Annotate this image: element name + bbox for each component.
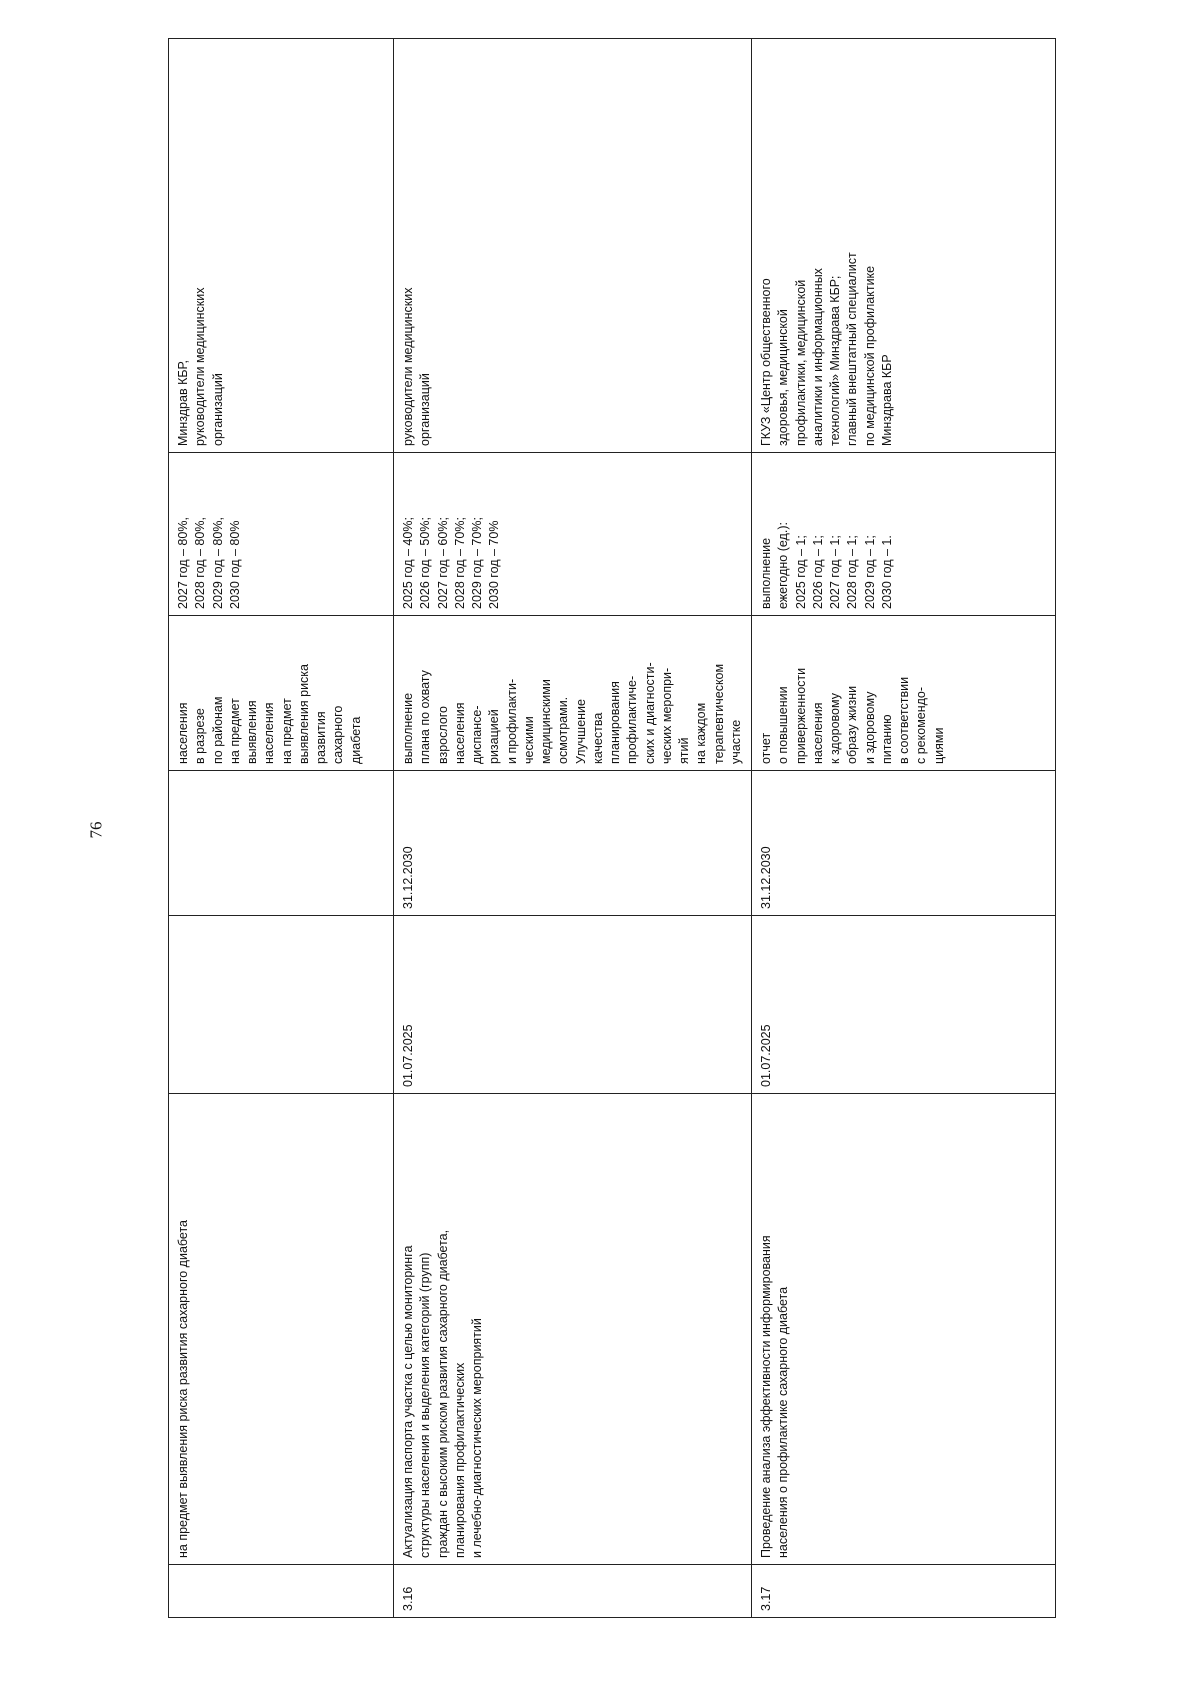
start-date-cell	[394, 916, 752, 1094]
responsible-parties-cell	[394, 39, 752, 453]
expected-result-line: отчет	[759, 732, 774, 764]
target-values-line: 2028 год – 80%,	[193, 517, 208, 609]
row-number-cell	[169, 1565, 394, 1618]
responsible-parties-line: организаций	[210, 373, 225, 446]
expected-result-line: терапевтическом	[711, 663, 726, 764]
measure-name-line: на предмет выявления риска развития сахарного диабета	[176, 1220, 190, 1558]
expected-result-line: выявления риска	[296, 664, 311, 764]
expected-result-cell	[752, 616, 1056, 771]
expected-result-line: ятий	[677, 737, 692, 764]
responsible-parties-line: главный внештатный специалист	[845, 252, 860, 446]
target-values-line: 2029 год – 1;	[862, 535, 877, 609]
expected-result-line: в разрезе	[193, 708, 208, 764]
expected-result-line: населения	[262, 702, 277, 764]
expected-result-line: взрослого	[435, 705, 450, 764]
expected-result-line: на предмет	[279, 698, 294, 764]
expected-result-cell	[394, 616, 752, 771]
expected-result-line: и профилакти-	[504, 678, 519, 764]
expected-result-line: осмотрами.	[556, 696, 571, 764]
target-values-line: 2030 год – 1.	[879, 535, 894, 609]
measure-name-line: граждан с высоким риском развития сахарного диабета,	[435, 1229, 450, 1558]
expected-result-line: плана по охвату	[418, 670, 433, 764]
expected-result-line: выявления	[245, 700, 259, 764]
expected-result-line: на предмет	[227, 698, 242, 764]
end-date-text: 31.12.2030	[759, 846, 774, 909]
expected-result-cell	[169, 616, 394, 771]
target-values-line: 2027 год – 80%,	[176, 517, 190, 609]
target-values-line: 2025 год – 1;	[793, 535, 808, 609]
responsible-parties-line: здоровья, медицинской	[776, 309, 791, 446]
expected-result-line: населения	[452, 702, 467, 764]
expected-result-line: ских и диагности-	[642, 662, 657, 764]
expected-result-line: на каждом	[694, 702, 709, 764]
measure-name-line: Проведение анализа эффективности информирования	[759, 1235, 774, 1558]
end-date-cell	[169, 771, 394, 916]
responsible-parties-line: руководители медицинских	[401, 287, 416, 446]
start-date-text: 01.07.2025	[401, 1024, 416, 1087]
table-row	[394, 39, 752, 1618]
responsible-parties-cell	[752, 39, 1056, 453]
target-values-line: 2030 год – 80%	[227, 520, 242, 609]
target-values-cell	[752, 453, 1056, 616]
target-values-line: 2027 год – 1;	[828, 535, 843, 609]
expected-result-line: приверженности	[793, 667, 808, 764]
target-values-line: 2029 год – 80%,	[210, 517, 225, 609]
table-row	[752, 39, 1056, 1618]
start-date-cell	[752, 916, 1056, 1094]
expected-result-line: населения	[176, 702, 190, 764]
expected-result-line: сахарного	[331, 705, 346, 764]
expected-result-line: Улучшение	[573, 699, 588, 764]
expected-result-line: выполнение	[401, 692, 416, 764]
expected-result-line: участке	[728, 719, 743, 764]
end-date-text: 31.12.2030	[401, 846, 416, 909]
target-values-line: 2025 год – 40%;	[401, 517, 416, 609]
responsible-parties-line: аналитики и информационных	[810, 268, 825, 446]
measure-name-line: Актуализация паспорта участка с целью мониторинга	[401, 1245, 416, 1558]
table-row	[169, 39, 394, 1618]
expected-result-line: диспансе-	[470, 705, 485, 764]
target-values-line: 2029 год – 70%;	[470, 517, 485, 609]
rotated-table	[168, 130, 1056, 1618]
row-number-text: 3.16	[401, 1586, 416, 1611]
page-number: 76	[86, 821, 106, 839]
expected-result-line: циями	[931, 727, 946, 764]
expected-result-line: образу жизни	[845, 685, 860, 764]
measure-name-line: населения о профилактике сахарного диабета	[776, 1286, 791, 1558]
measure-name-cell	[394, 1094, 752, 1565]
responsible-parties-line: профилактики, медицинской	[793, 279, 808, 446]
responsible-parties-line: по медицинской профилактике	[862, 265, 877, 446]
target-values-line: 2028 год – 1;	[845, 535, 860, 609]
target-values-cell	[169, 453, 394, 616]
expected-result-line: профилактиче-	[625, 675, 640, 764]
expected-result-line: ческими	[521, 716, 536, 764]
start-date-text: 01.07.2025	[759, 1024, 774, 1087]
expected-result-line: ческих меропри-	[659, 667, 674, 764]
expected-result-line: и здоровому	[862, 691, 877, 764]
row-number-text: 3.17	[759, 1586, 774, 1611]
responsible-parties-line: ГКУЗ «Центр общественного	[759, 278, 774, 446]
measure-name-cell	[752, 1094, 1056, 1565]
expected-result-line: питанию	[879, 714, 894, 764]
end-date-cell	[752, 771, 1056, 916]
target-values-line: 2028 год – 70%;	[452, 517, 467, 609]
target-values-line: 2026 год – 1;	[810, 535, 825, 609]
expected-result-line: качества	[590, 712, 605, 764]
target-values-cell	[394, 453, 752, 616]
measures-table	[168, 38, 1056, 1618]
measure-name-line: планирования профилактических	[452, 1362, 467, 1558]
responsible-parties-line: Минздрава КБР	[879, 354, 894, 446]
target-values-line: 2030 год – 70%	[487, 520, 502, 609]
target-values-line: 2027 год – 60%;	[435, 517, 450, 609]
expected-result-line: планирования	[608, 681, 623, 764]
measure-name-cell	[169, 1094, 394, 1565]
expected-result-line: о повышении	[776, 686, 791, 764]
responsible-parties-line: Минздрав КБР,	[176, 360, 190, 446]
responsible-parties-line: руководители медицинских	[193, 287, 208, 446]
expected-result-line: диабета	[348, 716, 363, 764]
expected-result-line: по районам	[210, 696, 225, 764]
expected-result-line: с рекомендо-	[914, 686, 929, 764]
measure-name-line: и лечебно-диагностических мероприятий	[470, 1318, 485, 1558]
start-date-cell	[169, 916, 394, 1094]
expected-result-line: в соответствии	[897, 676, 912, 764]
end-date-cell	[394, 771, 752, 916]
responsible-parties-cell	[169, 39, 394, 453]
measure-name-line: структуры населения и выделения категорий (групп)	[418, 1252, 433, 1558]
expected-result-line: ризацией	[487, 709, 502, 764]
row-number-cell	[752, 1565, 1056, 1618]
expected-result-line: медицинскими	[539, 679, 554, 764]
responsible-parties-line: организаций	[418, 373, 433, 446]
expected-result-line: населения	[810, 702, 825, 764]
expected-result-line: к здоровому	[828, 693, 843, 764]
responsible-parties-line: технологий» Минздрава КБР;	[828, 275, 843, 446]
expected-result-line: развития	[314, 711, 328, 764]
row-number-cell	[394, 1565, 752, 1618]
target-values-line: ежегодно (ед.):	[776, 522, 791, 609]
target-values-line: выполнение	[759, 537, 774, 609]
target-values-line: 2026 год – 50%;	[418, 517, 433, 609]
